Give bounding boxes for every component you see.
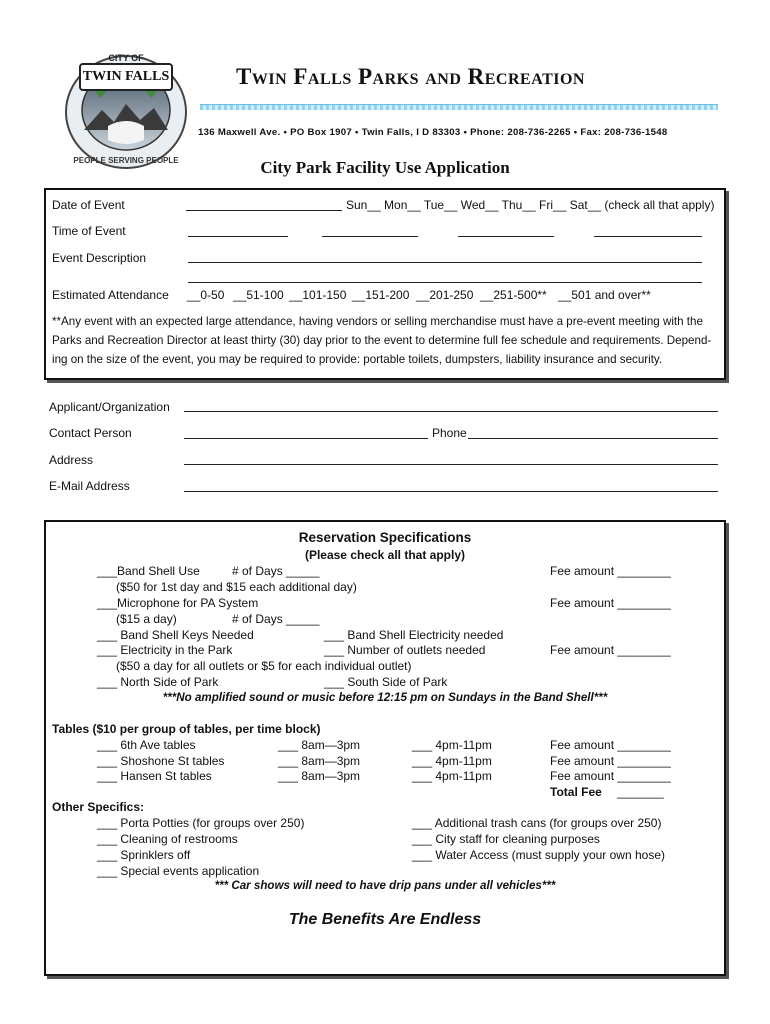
table-6th-ave-fee[interactable]: Fee amount ________ [550, 738, 671, 752]
seal-twin-falls-text: TWIN FALLS [82, 69, 170, 84]
reservation-subtitle: (Please check all that apply) [304, 548, 466, 562]
attendance-option-51-100[interactable]: __51-100 [233, 288, 284, 302]
table-hansen-fee[interactable]: Fee amount ________ [550, 769, 671, 783]
band-shell-days-field[interactable]: # of Days _____ [232, 564, 320, 578]
city-staff-cleaning-option[interactable]: ___ City staff for cleaning purposes [412, 832, 600, 846]
address-label: Address [49, 453, 94, 467]
email-address-field[interactable] [184, 491, 718, 492]
attendance-option-101-150[interactable]: __101-150 [289, 288, 347, 302]
table-hansen-pm[interactable]: ___ 4pm-11pm [412, 769, 492, 783]
band-shell-fee-note: ($50 for 1st day and $15 each additional day) [116, 580, 357, 594]
days-checkboxes[interactable]: Sun__ Mon__ Tue__ Wed__ Thu__ Fri__ Sat__ (check all that apply) [346, 198, 715, 212]
attendance-option-251-500[interactable]: __251-500** [480, 288, 547, 302]
time-field-2[interactable] [322, 236, 418, 237]
phone-label: Phone [432, 426, 467, 440]
band-shell-fee-amount[interactable]: Fee amount ________ [550, 564, 671, 578]
band-shell-keys-option[interactable]: ___ Band Shell Keys Needed [97, 628, 254, 642]
event-description-field-2[interactable] [188, 282, 702, 283]
city-seal-logo [62, 52, 190, 172]
seal-city-of-text: CITY OF [108, 53, 144, 63]
applicant-organization-label: Applicant/Organization [49, 400, 170, 414]
header-divider [200, 104, 718, 110]
date-of-event-label: Date of Event [52, 198, 125, 212]
contact-line: 136 Maxwell Ave. • PO Box 1907 • Twin Falls, I D 83303 • Phone: 208-736-2265 • Fax: 208-736-1548 [198, 127, 668, 138]
sprinklers-off-option[interactable]: ___ Sprinklers off [97, 848, 191, 862]
large-event-note-line-2: Parks and Recreation Director at least thirty (30) day prior to the event to determine full fee schedule and requirements. Depend- [52, 334, 712, 347]
table-shoshone-am[interactable]: ___ 8am—3pm [278, 754, 361, 768]
electricity-park-option[interactable]: ___ Electricity in the Park [97, 643, 233, 657]
table-shoshone-fee[interactable]: Fee amount ________ [550, 754, 671, 768]
south-side-option[interactable]: ___ South Side of Park [324, 675, 448, 689]
trash-cans-option[interactable]: ___ Additional trash cans (for groups over 250) [412, 816, 662, 830]
attendance-option-501-over[interactable]: __501 and over** [558, 288, 651, 302]
table-6th-ave-pm[interactable]: ___ 4pm-11pm [412, 738, 492, 752]
phone-field[interactable] [468, 438, 718, 439]
large-event-note-line-3: ing on the size of the event, you may be required to provide: portable toilets, dumpsters, liability insurance and security. [52, 353, 663, 366]
band-shell-electricity-option[interactable]: ___ Band Shell Electricity needed [324, 628, 504, 642]
tables-header: Tables ($10 per group of tables, per time block) [52, 722, 321, 736]
attendance-option-151-200[interactable]: __151-200 [352, 288, 410, 302]
applicant-organization-field[interactable] [184, 411, 718, 412]
total-fee-field[interactable]: _______ [617, 785, 664, 799]
reservation-title: Reservation Specifications [298, 530, 472, 545]
total-fee-label: Total Fee [550, 785, 602, 799]
microphone-days-field[interactable]: # of Days _____ [232, 612, 320, 626]
time-field-4[interactable] [594, 236, 702, 237]
table-6th-ave-option[interactable]: ___ 6th Ave tables [97, 738, 196, 752]
microphone-fee-amount[interactable]: Fee amount ________ [550, 596, 671, 610]
email-address-label: E-Mail Address [49, 479, 130, 493]
contact-person-field[interactable] [184, 438, 428, 439]
amplified-sound-note: ***No amplified sound or music before 12:15 pm on Sundays in the Band Shell*** [162, 691, 608, 704]
microphone-option[interactable]: ___Microphone for PA System [97, 596, 259, 610]
date-of-event-field[interactable] [186, 210, 342, 211]
outlet-fee-note: ($50 a day for all outlets or $5 for each individual outlet) [116, 659, 412, 673]
contact-person-label: Contact Person [49, 426, 132, 440]
time-field-1[interactable] [188, 236, 288, 237]
table-shoshone-pm[interactable]: ___ 4pm-11pm [412, 754, 492, 768]
north-side-option[interactable]: ___ North Side of Park [97, 675, 219, 689]
seal-motto-text: PEOPLE SERVING PEOPLE [73, 156, 179, 165]
other-specifics-header: Other Specifics: [52, 800, 145, 814]
table-shoshone-option[interactable]: ___ Shoshone St tables [97, 754, 225, 768]
table-6th-ave-am[interactable]: ___ 8am—3pm [278, 738, 361, 752]
estimated-attendance-label: Estimated Attendance [52, 288, 169, 302]
event-description-label: Event Description [52, 251, 147, 265]
water-access-option[interactable]: ___ Water Access (must supply your own hose) [412, 848, 665, 862]
cleaning-restrooms-option[interactable]: ___ Cleaning of restrooms [97, 832, 238, 846]
car-show-note: *** Car shows will need to have drip pans under all vehicles*** [214, 879, 556, 892]
attendance-option-0-50[interactable]: __0-50 [187, 288, 225, 302]
electricity-fee-amount[interactable]: Fee amount ________ [550, 643, 671, 657]
form-title: City Park Facility Use Application [260, 158, 510, 177]
event-description-field-1[interactable] [188, 262, 702, 263]
table-hansen-am[interactable]: ___ 8am—3pm [278, 769, 361, 783]
number-of-outlets-field[interactable]: ___ Number of outlets needed [324, 643, 486, 657]
porta-potties-option[interactable]: ___ Porta Potties (for groups over 250) [97, 816, 305, 830]
large-event-note-line-1: **Any event with an expected large attendance, having vendors or selling merchandise must have a pre-event meeting with the [52, 315, 703, 328]
special-events-option[interactable]: ___ Special events application [97, 864, 260, 878]
microphone-fee-note: ($15 a day) [116, 612, 177, 626]
table-hansen-option[interactable]: ___ Hansen St tables [97, 769, 212, 783]
band-shell-use-option[interactable]: ___Band Shell Use [97, 564, 200, 578]
address-field[interactable] [184, 464, 718, 465]
event-details-section [44, 188, 726, 380]
org-name: Twin Falls Parks and Recreation [236, 64, 585, 89]
attendance-option-201-250[interactable]: __201-250 [416, 288, 474, 302]
time-of-event-label: Time of Event [52, 224, 126, 238]
time-field-3[interactable] [458, 236, 554, 237]
benefits-tagline: The Benefits Are Endless [288, 911, 482, 928]
